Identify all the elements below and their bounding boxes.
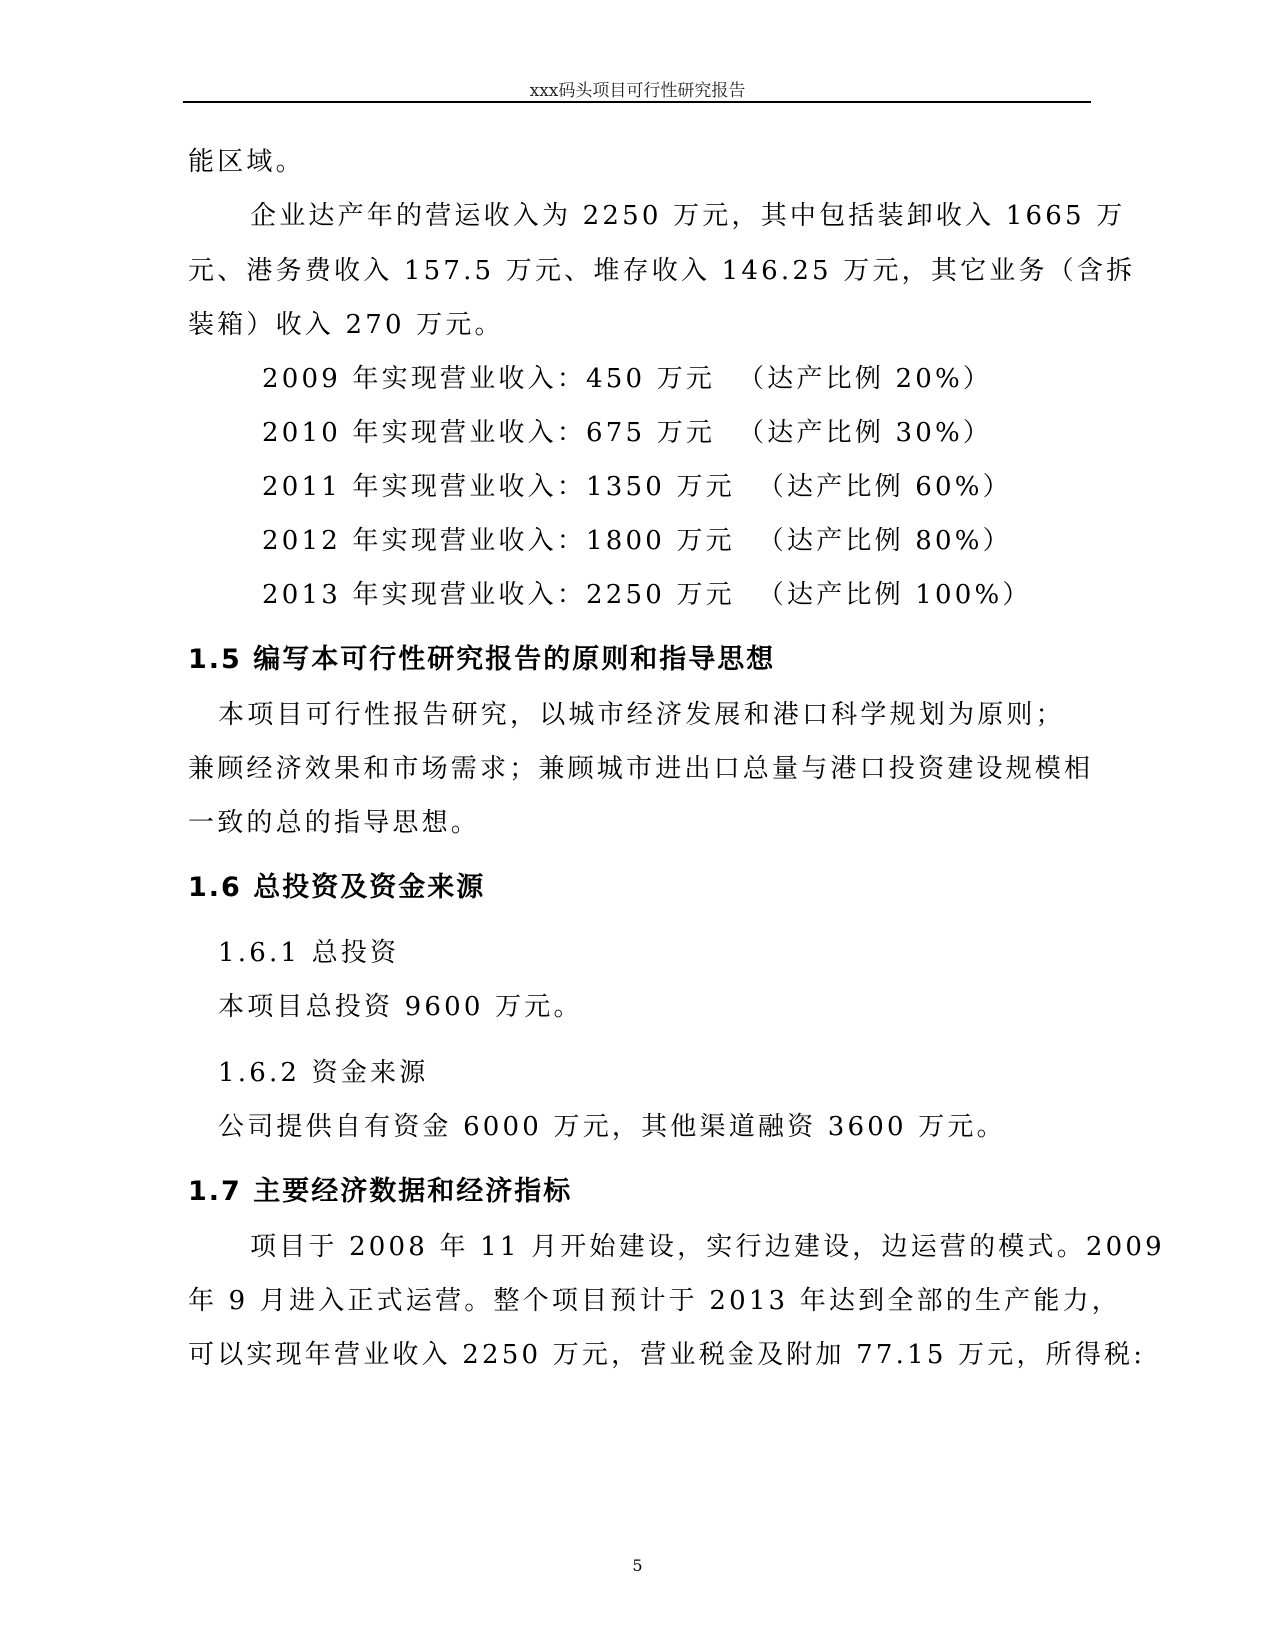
revenue-line-2012: 2012 年实现营业收入：1800 万元 （达产比例 80%） [262,526,1012,556]
paragraph-line: 一致的总的指导思想。 [188,808,481,838]
paragraph-line: 年 9 月进入正式运营。整个项目预计于 2013 年达到全部的生产能力， [188,1286,1121,1316]
paragraph-line: 能区域。 [188,147,305,177]
section-heading-1-7: 1.7 主要经济数据和经济指标 [188,1176,573,1207]
revenue-line-2011: 2011 年实现营业收入：1350 万元 （达产比例 60%） [262,472,1012,502]
paragraph-line: 装箱）收入 270 万元。 [188,310,504,340]
page-number: 5 [632,1556,643,1575]
revenue-line-2009: 2009 年实现营业收入：450 万元 （达产比例 20%） [262,364,993,394]
paragraph-line: 公司提供自有资金 6000 万元，其他渠道融资 3600 万元。 [218,1112,1006,1142]
subsection-heading-1-6-2: 1.6.2 资金来源 [218,1058,429,1088]
paragraph-line: 项目于 2008 年 11 月开始建设，实行边建设，边运营的模式。2009 [250,1232,1165,1262]
header-divider [183,101,1091,103]
revenue-line-2010: 2010 年实现营业收入：675 万元 （达产比例 30%） [262,418,993,448]
paragraph-line: 企业达产年的营运收入为 2250 万元，其中包括装卸收入 1665 万 [250,201,1126,231]
paragraph-line: 可以实现年营业收入 2250 万元，营业税金及附加 77.15 万元，所得税: [188,1340,1146,1370]
paragraph-line: 元、港务费收入 157.5 万元、堆存收入 146.25 万元，其它业务（含拆 [188,256,1136,286]
section-heading-1-5: 1.5 编写本可行性研究报告的原则和指导思想 [188,644,776,675]
revenue-line-2013: 2013 年实现营业收入：2250 万元 （达产比例 100%） [262,580,1032,610]
paragraph-line: 本项目总投资 9600 万元。 [218,992,583,1022]
paragraph-line: 兼顾经济效果和市场需求；兼顾城市进出口总量与港口投资建设规模相 [188,754,1094,784]
running-header: xxx码头项目可行性研究报告 [529,81,746,101]
subsection-heading-1-6-1: 1.6.1 总投资 [218,938,400,968]
paragraph-line: 本项目可行性报告研究，以城市经济发展和港口科学规划为原则； [218,700,1065,730]
section-heading-1-6: 1.6 总投资及资金来源 [188,872,486,903]
